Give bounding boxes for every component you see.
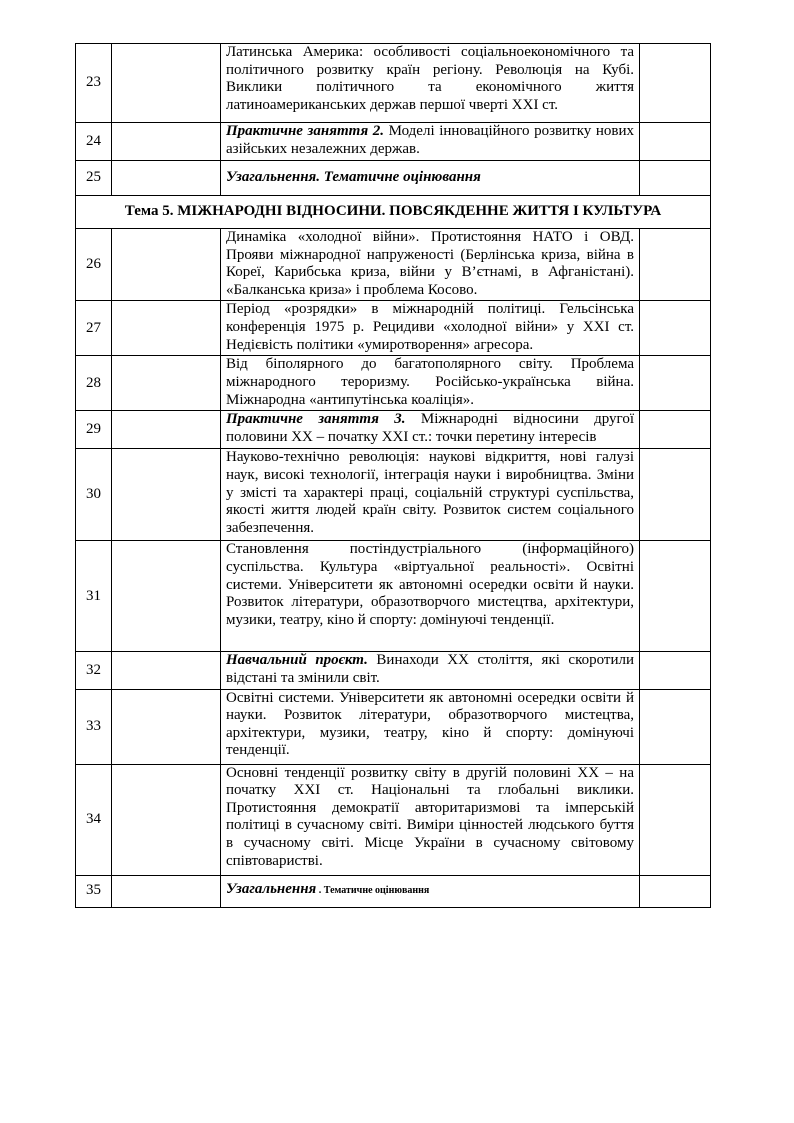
lesson-text: Основні тенденції розвитку світу в другій половині ХХ – на початку ХХІ ст. Національні та глобальні виклики. Протистояння демократії авторитаризмові та імперській політиці в сучасному світі. Виміри цінностей людського буття в сучасному світі. Місце України в сучасному світовому співтоваристві. [226,764,634,869]
row-number: 31 [76,541,112,652]
notes-cell [640,652,711,689]
lesson-topic [221,449,640,541]
table-row [76,356,711,411]
lesson-topic [221,161,640,196]
table-row [76,411,711,449]
lesson-topic [221,689,640,764]
row-number: 27 [76,301,112,356]
row-number: 28 [76,356,112,411]
topic-heading: Тема 5. МІЖНАРОДНІ ВІДНОСИНИ. ПОВСЯКДЕННЕ ЖИТТЯ І КУЛЬТУРА [76,196,711,229]
table-row [76,161,711,196]
row-number: 29 [76,411,112,449]
lesson-topic [221,123,640,161]
lesson-plan-table [75,43,711,908]
lesson-topic [221,411,640,449]
notes-cell [640,356,711,411]
row-number: 32 [76,652,112,689]
notes-cell [640,123,711,161]
notes-cell [640,301,711,356]
date-cell [112,449,221,541]
lesson-lead: Практичне заняття 3. [226,411,406,428]
lesson-lead: Узагальнення. Тематичне оцінювання [226,168,481,185]
date-cell [112,764,221,875]
lesson-text: Моделі інноваційного розвитку нових азійських незалежних держав. [226,123,635,157]
lesson-text: Період «розрядки» в міжнародній політиці. Гельсінська конференція 1975 р. Рецидиви «холодної війни» у ХХІ ст. Недієвість політики «умиротворення» агресора. [226,301,634,353]
lesson-topic [221,875,640,907]
table-row [76,229,711,301]
notes-cell [640,411,711,449]
lesson-topic [221,301,640,356]
lesson-text: Динаміка «холодної війни». Протистояння НАТО і ОВД. Прояви міжнародної напруженості (Берлінська криза, війна в Кореї, Карибська криза, війни у В’єтнамі, в Афганістані). «Балканська криза» і проблема Косово. [226,229,634,298]
row-number: 25 [76,161,112,196]
notes-cell [640,875,711,907]
table-row [76,875,711,907]
lesson-topic [221,44,640,123]
date-cell [112,123,221,161]
table-row [76,44,711,123]
table-body [76,44,711,908]
notes-cell [640,229,711,301]
date-cell [112,229,221,301]
date-cell [112,356,221,411]
lesson-text: Винаходи ХХ століття, які скоротили відстані та змінили світ. [226,652,634,686]
table-row [76,764,711,875]
lesson-text: Становлення постіндустріального (інформаційного) суспільства. Культура «віртуальної реальності». Освітні системи. Університети як автономні осередки освіти й науки. Розвиток літератури, образотворчого мистецтва, архітектури, музики, театру, кіно й спорту: домінуючі тенденції. [226,541,634,628]
table-row [76,541,711,652]
table-row [76,652,711,689]
row-number: 35 [76,875,112,907]
table-row [76,449,711,541]
notes-cell [640,541,711,652]
lesson-lead: Практичне заняття 2. [226,123,385,139]
date-cell [112,161,221,196]
lesson-topic [221,652,640,689]
row-number: 24 [76,123,112,161]
date-cell [112,875,221,907]
lesson-text: Міжнародні відносини другої половини ХХ – початку ХХІ ст.: точки перетину інтересів [226,411,634,445]
date-cell [112,652,221,689]
date-cell [112,541,221,652]
row-number: 33 [76,689,112,764]
date-cell [112,44,221,123]
row-number: 23 [76,44,112,123]
table-row [76,123,711,161]
row-number: 30 [76,449,112,541]
lesson-lead: Узагальнення [226,881,317,898]
notes-cell [640,449,711,541]
table-row [76,301,711,356]
table-row [76,689,711,764]
lesson-text: Латинська Америка: особливості соціальноекономічного та політичного розвитку країн регіону. Революція на Кубі. Виклики політичного та економічного життя латиноамериканських держав першої чверті ХХІ ст. [226,44,634,113]
lesson-topic [221,764,640,875]
row-number: 26 [76,229,112,301]
lesson-topic [221,229,640,301]
lesson-topic [221,541,640,652]
lesson-text: Освітні системи. Університети як автономні осередки освіти й науки. Розвиток літератури, образотворчого мистецтва, архітектури, музики, театру, кіно й спорту: домінуючі тенденції. [226,689,634,759]
lesson-text: Від біполярного до багатополярного світу. Проблема міжнародного тероризму. Російсько-українська війна. Міжнародна «антипутінська коаліція». [226,356,634,408]
lesson-lead: Навчальний проєкт. [226,652,368,669]
date-cell [112,689,221,764]
row-number: 34 [76,764,112,875]
notes-cell [640,44,711,123]
notes-cell [640,689,711,764]
topic-row [76,196,711,229]
notes-cell [640,161,711,196]
lesson-text: . Тематичне оцінювання [316,885,430,897]
notes-cell [640,764,711,875]
date-cell [112,301,221,356]
lesson-topic [221,356,640,411]
lesson-text: Науково-технічно революція: наукові відкриття, нові галузі наук, високі технології, інтеграція науки і виробництва. Зміни у змісті та характері праці, соціальній структурі суспільства, якості життя людей країн світу. Розвиток систем соціального забезпечення. [226,449,634,536]
date-cell [112,411,221,449]
